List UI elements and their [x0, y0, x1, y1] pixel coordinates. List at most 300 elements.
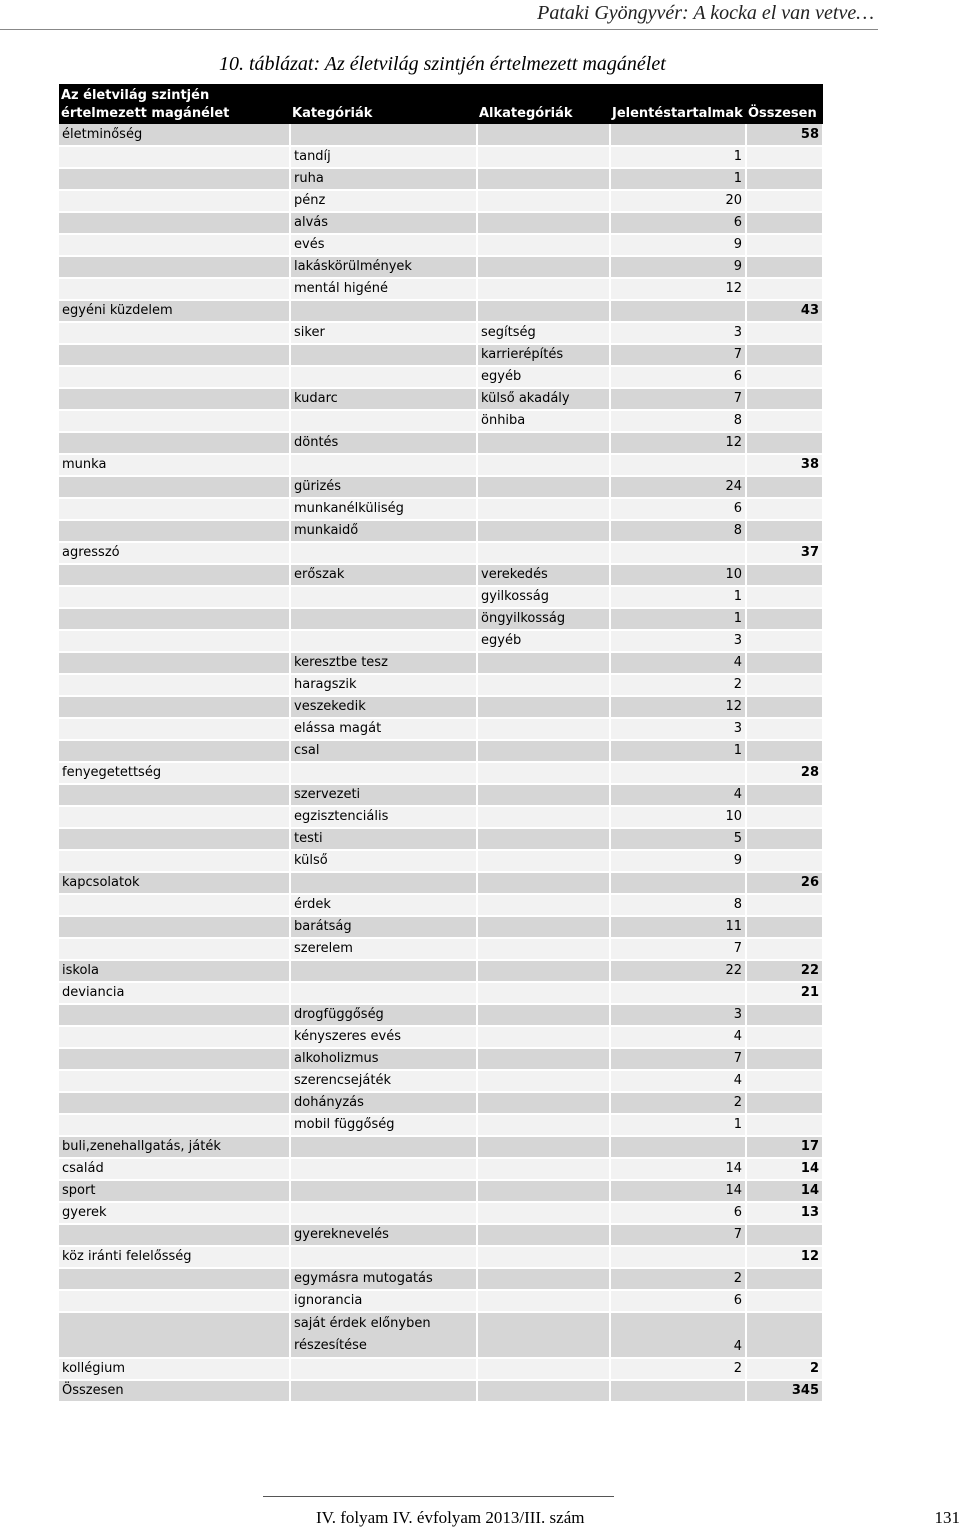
main-category-cell — [59, 608, 290, 630]
total-cell — [746, 1224, 823, 1246]
category-cell — [290, 872, 477, 894]
table-row — [59, 1048, 823, 1070]
category-cell: szerencsejáték — [290, 1070, 477, 1092]
subcategory-cell — [477, 1092, 610, 1114]
meaning-count-cell — [610, 872, 746, 894]
category-cell: lakáskörülmények — [290, 256, 477, 278]
meaning-count-cell: 24 — [610, 476, 746, 498]
subcategory-cell: önhiba — [477, 410, 610, 432]
meaning-count-cell: 6 — [610, 212, 746, 234]
total-cell — [746, 564, 823, 586]
subcategory-cell — [477, 1268, 610, 1290]
subcategory-cell — [477, 828, 610, 850]
subcategory-cell — [477, 1070, 610, 1092]
main-category-cell: fenyegetettség — [59, 762, 290, 784]
main-category-cell — [59, 1092, 290, 1114]
total-cell — [746, 388, 823, 410]
meaning-count-cell: 6 — [610, 366, 746, 388]
main-category-cell — [59, 894, 290, 916]
table-row — [59, 982, 823, 1004]
total-cell — [746, 1114, 823, 1136]
table-header-row — [59, 84, 823, 124]
meaning-count-cell: 11 — [610, 916, 746, 938]
category-cell — [290, 1180, 477, 1202]
total-cell — [746, 344, 823, 366]
main-category-cell: sport — [59, 1180, 290, 1202]
category-cell: keresztbe tesz — [290, 652, 477, 674]
subcategory-cell — [477, 1004, 610, 1026]
subcategory-cell — [477, 256, 610, 278]
column-header: Alkategóriák — [477, 84, 610, 124]
table-row — [59, 542, 823, 564]
total-cell — [746, 190, 823, 212]
main-category-cell — [59, 278, 290, 300]
category-cell — [290, 454, 477, 476]
total-cell: 28 — [746, 762, 823, 784]
subcategory-cell — [477, 806, 610, 828]
subcategory-cell — [477, 1202, 610, 1224]
total-cell — [746, 674, 823, 696]
total-cell — [746, 212, 823, 234]
subcategory-cell — [477, 234, 610, 256]
subcategory-cell — [477, 454, 610, 476]
main-category-cell — [59, 168, 290, 190]
meaning-count-cell — [610, 542, 746, 564]
category-cell — [290, 982, 477, 1004]
category-cell — [290, 542, 477, 564]
main-category-cell — [59, 1224, 290, 1246]
total-cell: 13 — [746, 1202, 823, 1224]
table-body — [59, 124, 823, 1402]
meaning-count-cell: 10 — [610, 564, 746, 586]
subcategory-cell — [477, 168, 610, 190]
meaning-count-cell — [610, 1136, 746, 1158]
table-row — [59, 212, 823, 234]
subcategory-cell — [477, 1224, 610, 1246]
subcategory-cell — [477, 872, 610, 894]
subcategory-cell — [477, 674, 610, 696]
table-row — [59, 762, 823, 784]
category-cell: csal — [290, 740, 477, 762]
meaning-count-cell: 6 — [610, 1290, 746, 1312]
category-cell: dohányzás — [290, 1092, 477, 1114]
table-row — [59, 344, 823, 366]
table-row — [59, 674, 823, 696]
main-category-cell — [59, 388, 290, 410]
meaning-count-cell: 1 — [610, 740, 746, 762]
subcategory-cell — [477, 762, 610, 784]
main-category-cell — [59, 1048, 290, 1070]
table-row — [59, 1070, 823, 1092]
category-cell: egzisztenciális — [290, 806, 477, 828]
table-row — [59, 454, 823, 476]
category-cell: testi — [290, 828, 477, 850]
main-category-cell — [59, 344, 290, 366]
subcategory-cell — [477, 190, 610, 212]
category-cell: mobil függőség — [290, 1114, 477, 1136]
category-cell — [290, 960, 477, 982]
total-cell — [746, 366, 823, 388]
table-row — [59, 784, 823, 806]
total-cell — [746, 696, 823, 718]
category-cell — [290, 300, 477, 322]
total-cell: 14 — [746, 1180, 823, 1202]
total-cell: 43 — [746, 300, 823, 322]
total-cell: 21 — [746, 982, 823, 1004]
total-cell — [746, 740, 823, 762]
meaning-count-cell: 2 — [610, 674, 746, 696]
category-cell: drogfüggőség — [290, 1004, 477, 1026]
category-cell: döntés — [290, 432, 477, 454]
header-rule — [0, 29, 878, 30]
meaning-count-cell: 3 — [610, 1004, 746, 1026]
subcategory-cell — [477, 542, 610, 564]
table-row — [59, 432, 823, 454]
total-cell — [746, 520, 823, 542]
total-cell — [746, 322, 823, 344]
total-cell — [746, 146, 823, 168]
category-cell — [290, 344, 477, 366]
main-category-cell — [59, 498, 290, 520]
main-category-cell: gyerek — [59, 1202, 290, 1224]
meaning-count-cell: 14 — [610, 1180, 746, 1202]
meaning-count-cell: 1 — [610, 608, 746, 630]
subcategory-cell — [477, 718, 610, 740]
main-category-cell — [59, 1114, 290, 1136]
total-cell: 26 — [746, 872, 823, 894]
subcategory-cell — [477, 916, 610, 938]
subcategory-cell — [477, 938, 610, 960]
page-number: 131 — [934, 1508, 960, 1527]
table-row — [59, 520, 823, 542]
category-cell: elássa magát — [290, 718, 477, 740]
subcategory-cell — [477, 740, 610, 762]
meaning-count-cell: 5 — [610, 828, 746, 850]
subcategory-cell: gyilkosság — [477, 586, 610, 608]
main-category-cell — [59, 938, 290, 960]
total-cell — [746, 410, 823, 432]
category-cell: erőszak — [290, 564, 477, 586]
total-cell — [746, 168, 823, 190]
total-cell: 2 — [746, 1358, 823, 1380]
main-category-cell: munka — [59, 454, 290, 476]
meaning-count-cell: 2 — [610, 1092, 746, 1114]
total-cell — [746, 234, 823, 256]
main-category-cell — [59, 212, 290, 234]
table-row — [59, 608, 823, 630]
subcategory-cell — [477, 982, 610, 1004]
category-cell: szerelem — [290, 938, 477, 960]
subcategory-cell: külső akadály — [477, 388, 610, 410]
main-category-cell — [59, 1312, 290, 1358]
category-cell: külső — [290, 850, 477, 872]
category-cell — [290, 1358, 477, 1380]
total-cell — [746, 938, 823, 960]
subcategory-cell — [477, 124, 610, 146]
footer-text: IV. folyam IV. évfolyam 2013/III. szám — [316, 1508, 585, 1527]
total-cell — [746, 1070, 823, 1092]
category-cell — [290, 410, 477, 432]
subcategory-cell — [477, 1358, 610, 1380]
main-category-cell: buli,zenehallgatás, játék — [59, 1136, 290, 1158]
subcategory-cell — [477, 1180, 610, 1202]
total-cell — [746, 1312, 823, 1358]
subcategory-cell — [477, 300, 610, 322]
meaning-count-cell — [610, 1380, 746, 1402]
main-category-cell — [59, 432, 290, 454]
main-category-cell: köz iránti felelősség — [59, 1246, 290, 1268]
table-row — [59, 564, 823, 586]
main-category-cell: család — [59, 1158, 290, 1180]
subcategory-cell — [477, 432, 610, 454]
table-row — [59, 630, 823, 652]
table-row — [59, 300, 823, 322]
meaning-count-cell — [610, 1246, 746, 1268]
category-cell: ruha — [290, 168, 477, 190]
table-row — [59, 366, 823, 388]
table-row — [59, 872, 823, 894]
category-cell — [290, 366, 477, 388]
category-cell: szervezeti — [290, 784, 477, 806]
category-cell: saját érdek előnyben részesítése — [290, 1312, 477, 1358]
subcategory-cell — [477, 1290, 610, 1312]
meaning-count-cell: 1 — [610, 168, 746, 190]
category-cell — [290, 608, 477, 630]
main-category-cell — [59, 234, 290, 256]
category-cell — [290, 1380, 477, 1402]
table-row — [59, 1312, 823, 1358]
subcategory-cell: segítség — [477, 322, 610, 344]
total-cell — [746, 1048, 823, 1070]
subcategory-cell — [477, 278, 610, 300]
meaning-count-cell — [610, 982, 746, 1004]
meaning-count-cell: 1 — [610, 146, 746, 168]
category-cell: alvás — [290, 212, 477, 234]
category-cell: gyereknevelés — [290, 1224, 477, 1246]
total-cell — [746, 1092, 823, 1114]
total-cell — [746, 476, 823, 498]
total-cell — [746, 916, 823, 938]
total-cell — [746, 784, 823, 806]
meaning-count-cell: 7 — [610, 938, 746, 960]
meaning-count-cell: 4 — [610, 1312, 746, 1358]
main-category-cell: életminőség — [59, 124, 290, 146]
total-cell: 17 — [746, 1136, 823, 1158]
category-cell: veszekedik — [290, 696, 477, 718]
table-row — [59, 1004, 823, 1026]
main-category-cell — [59, 146, 290, 168]
meaning-count-cell: 8 — [610, 520, 746, 542]
category-cell — [290, 630, 477, 652]
meaning-count-cell: 2 — [610, 1358, 746, 1380]
table-row — [59, 960, 823, 982]
main-category-cell — [59, 256, 290, 278]
subcategory-cell: verekedés — [477, 564, 610, 586]
subcategory-cell — [477, 1136, 610, 1158]
category-cell — [290, 1246, 477, 1268]
category-cell: pénz — [290, 190, 477, 212]
category-cell: gürizés — [290, 476, 477, 498]
total-cell — [746, 278, 823, 300]
meaning-count-cell: 22 — [610, 960, 746, 982]
main-category-cell — [59, 1290, 290, 1312]
subcategory-cell — [477, 1312, 610, 1358]
category-cell: tandíj — [290, 146, 477, 168]
table-row — [59, 410, 823, 432]
table-row — [59, 1290, 823, 1312]
table-row — [59, 1114, 823, 1136]
table-row — [59, 1136, 823, 1158]
main-category-cell — [59, 806, 290, 828]
main-category-cell — [59, 1070, 290, 1092]
category-cell — [290, 1136, 477, 1158]
meaning-count-cell: 9 — [610, 234, 746, 256]
column-header: Az életvilág szintjén értelmezett magánélet — [59, 84, 290, 124]
column-header: Kategóriák — [290, 84, 477, 124]
main-category-cell — [59, 850, 290, 872]
table-row — [59, 938, 823, 960]
subcategory-cell — [477, 850, 610, 872]
category-cell: érdek — [290, 894, 477, 916]
category-cell — [290, 124, 477, 146]
category-cell: egymásra mutogatás — [290, 1268, 477, 1290]
meaning-count-cell: 6 — [610, 1202, 746, 1224]
table-row — [59, 916, 823, 938]
table-row — [59, 168, 823, 190]
total-cell — [746, 718, 823, 740]
meaning-count-cell: 4 — [610, 784, 746, 806]
table-row — [59, 1158, 823, 1180]
main-category-cell — [59, 564, 290, 586]
total-cell — [746, 432, 823, 454]
subcategory-cell — [477, 1380, 610, 1402]
main-category-cell — [59, 1268, 290, 1290]
category-cell: barátság — [290, 916, 477, 938]
total-cell — [746, 630, 823, 652]
table-row — [59, 1202, 823, 1224]
table-row — [59, 586, 823, 608]
table-row — [59, 190, 823, 212]
main-category-cell: agresszó — [59, 542, 290, 564]
meaning-count-cell: 14 — [610, 1158, 746, 1180]
table-row — [59, 146, 823, 168]
category-cell: evés — [290, 234, 477, 256]
category-cell: kényszeres evés — [290, 1026, 477, 1048]
table-row — [59, 850, 823, 872]
total-cell: 37 — [746, 542, 823, 564]
meaning-count-cell — [610, 300, 746, 322]
subcategory-cell — [477, 498, 610, 520]
category-cell: alkoholizmus — [290, 1048, 477, 1070]
table-caption: 10. táblázat: Az életvilág szintjén értelmezett magánélet — [219, 53, 666, 75]
main-category-cell — [59, 1004, 290, 1026]
main-category-cell — [59, 322, 290, 344]
category-cell: munkanélküliség — [290, 498, 477, 520]
category-cell — [290, 762, 477, 784]
table-row — [59, 828, 823, 850]
meaning-count-cell: 9 — [610, 850, 746, 872]
running-head: Pataki Gyöngyvér: A kocka el van vetve… — [537, 2, 874, 24]
table-row — [59, 498, 823, 520]
main-category-cell: kollégium — [59, 1358, 290, 1380]
subcategory-cell — [477, 1158, 610, 1180]
total-cell — [746, 1004, 823, 1026]
meaning-count-cell: 7 — [610, 1224, 746, 1246]
table-row — [59, 278, 823, 300]
total-cell — [746, 1026, 823, 1048]
table-row — [59, 718, 823, 740]
subcategory-cell — [477, 784, 610, 806]
table-row — [59, 652, 823, 674]
table-row — [59, 322, 823, 344]
total-cell: 58 — [746, 124, 823, 146]
main-category-cell — [59, 652, 290, 674]
meaning-count-cell: 3 — [610, 630, 746, 652]
meaning-count-cell: 2 — [610, 1268, 746, 1290]
subcategory-cell: öngyilkosság — [477, 608, 610, 630]
main-category-cell — [59, 828, 290, 850]
table-row — [59, 740, 823, 762]
meaning-count-cell: 8 — [610, 894, 746, 916]
table-row — [59, 1026, 823, 1048]
meaning-count-cell: 7 — [610, 1048, 746, 1070]
main-category-cell — [59, 674, 290, 696]
table-row — [59, 476, 823, 498]
table-row — [59, 124, 823, 146]
subcategory-cell — [477, 1246, 610, 1268]
meaning-count-cell: 3 — [610, 718, 746, 740]
main-category-cell — [59, 718, 290, 740]
main-category-cell — [59, 520, 290, 542]
meaning-count-cell: 12 — [610, 432, 746, 454]
meaning-count-cell — [610, 124, 746, 146]
total-cell — [746, 498, 823, 520]
category-cell — [290, 1158, 477, 1180]
meaning-count-cell: 3 — [610, 322, 746, 344]
main-category-cell — [59, 916, 290, 938]
subcategory-cell — [477, 894, 610, 916]
subcategory-cell — [477, 652, 610, 674]
category-cell: munkaidő — [290, 520, 477, 542]
total-cell: 38 — [746, 454, 823, 476]
meaning-count-cell: 1 — [610, 586, 746, 608]
meaning-count-cell: 4 — [610, 652, 746, 674]
meaning-count-cell: 20 — [610, 190, 746, 212]
table-row — [59, 1380, 823, 1402]
category-cell — [290, 586, 477, 608]
data-table — [59, 84, 824, 1403]
category-cell: ignorancia — [290, 1290, 477, 1312]
main-category-cell — [59, 1026, 290, 1048]
subcategory-cell — [477, 520, 610, 542]
main-category-cell — [59, 586, 290, 608]
total-cell: 12 — [746, 1246, 823, 1268]
main-category-cell — [59, 696, 290, 718]
meaning-count-cell: 7 — [610, 344, 746, 366]
total-cell — [746, 828, 823, 850]
meaning-count-cell: 12 — [610, 278, 746, 300]
meaning-count-cell: 12 — [610, 696, 746, 718]
category-cell: kudarc — [290, 388, 477, 410]
table-row — [59, 1246, 823, 1268]
table-row — [59, 1180, 823, 1202]
subcategory-cell: karrierépítés — [477, 344, 610, 366]
total-cell — [746, 652, 823, 674]
total-cell — [746, 806, 823, 828]
subcategory-cell: egyéb — [477, 630, 610, 652]
total-cell — [746, 1268, 823, 1290]
meaning-count-cell: 8 — [610, 410, 746, 432]
